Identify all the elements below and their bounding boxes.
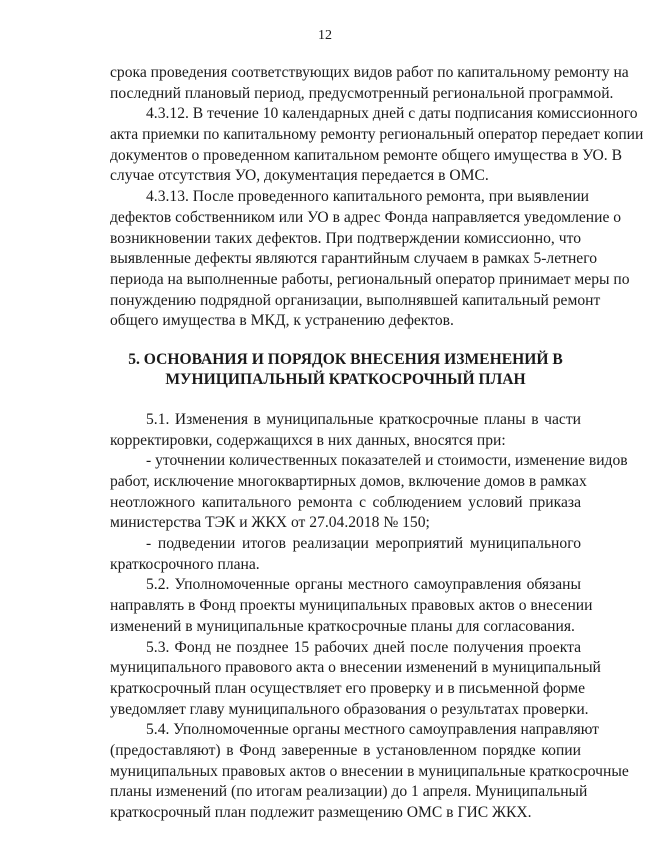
text-line: краткосрочный план подлежит размещению ОМС в ГИС ЖКХ. — [110, 804, 532, 821]
text-line: муниципальных правовых актов о внесении в муниципальные краткосрочные — [110, 762, 629, 780]
paragraph — [110, 638, 601, 721]
text-line: акта приемки по капитальному ремонту региональный оператор передает копии — [110, 126, 644, 144]
paragraph — [110, 187, 630, 332]
text-line: общего имущества в МКД, к устранению дефектов. — [110, 312, 454, 330]
text-line: краткосрочный план осуществляет его проверку и в письменной форме — [110, 679, 586, 697]
text-line: 4.3.12. В течение 10 календарных дней с даты подписания комиссионного — [146, 105, 638, 123]
text-line: периода на выполненные работы, региональный оператор принимает меры по — [110, 270, 630, 288]
text-line: направлять в Фонд проекты муниципальных правовых актов о внесении — [110, 597, 593, 615]
text-line: (предоставляют) в Фонд заверенные в установленном порядке копии — [110, 741, 581, 759]
text-line: изменений в муниципальные краткосрочные планы для согласования. — [110, 617, 575, 635]
text-line: последний плановый период, предусмотренный региональной программой. — [110, 84, 614, 102]
document-body — [110, 63, 644, 824]
heading-line: 5. ОСНОВАНИЯ И ПОРЯДОК ВНЕСЕНИЯ ИЗМЕНЕНИЙ В — [128, 350, 563, 368]
text-line: срока проведения соответствующих видов работ по капитальному ремонту на — [110, 64, 629, 81]
text-line: 5.1. Изменения в муниципальные краткосрочные планы в части — [146, 410, 581, 428]
text-line: возникновении таких дефектов. При подтверждении комиссионно, что — [110, 229, 581, 247]
text-line: корректировки, содержащихся в них данных, вносятся при: — [110, 431, 506, 449]
paragraph — [110, 410, 581, 451]
section-5 — [110, 410, 629, 824]
text-line: случае отсутствия УО, документация передается в ОМС. — [110, 167, 489, 185]
section-heading — [110, 350, 581, 391]
text-line: - уточнении количественных показателей и стоимости, изменение видов — [146, 452, 628, 470]
paragraph — [110, 575, 593, 637]
section-4-continuation — [110, 63, 644, 332]
paragraph — [110, 720, 629, 823]
text-line: понуждению подрядной организации, выполнявшей капитальный ремонт — [110, 291, 601, 309]
text-line: 5.3. Фонд не позднее 15 рабочих дней после получения проекта — [146, 638, 581, 656]
text-line: муниципального правового акта о внесении изменений в муниципальный — [110, 659, 601, 677]
text-line: министерства ТЭК и ЖКХ от 27.04.2018 № 150; — [110, 514, 430, 532]
paragraph — [110, 534, 581, 575]
text-line: 4.3.13. После проведенного капитального ремонта, при выявлении — [146, 188, 590, 206]
paragraph — [110, 104, 644, 187]
text-line: 5.4. Уполномоченные органы местного самоуправления направляют — [146, 721, 600, 739]
text-line: неотложного капитального ремонта с соблюдением условий приказа — [110, 493, 581, 511]
text-line: работ, исключение многоквартирных домов, включение домов в рамках — [110, 473, 587, 490]
paragraph — [110, 451, 628, 534]
text-line: уведомляет главу муниципального образования о результатах проверки. — [110, 700, 589, 718]
text-line: документов о проведенном капитальном ремонте общего имущества в УО. В — [110, 146, 622, 164]
text-line: выявленные дефекты являются гарантийным случаем в рамках 5-летнего — [110, 250, 598, 268]
text-line: дефектов собственником или УО в адрес Фонда направляется уведомление о — [110, 208, 622, 226]
text-line: 5.2. Уполномоченные органы местного самоуправления обязаны — [146, 576, 581, 594]
text-line: - подведении итогов реализации мероприятий муниципального — [146, 535, 581, 553]
paragraph — [110, 63, 629, 104]
text-line: планы изменений (по итогам реализации) до 1 апреля. Муниципальный — [110, 783, 588, 801]
heading-line: МУНИЦИПАЛЬНЫЙ КРАТКОСРОЧНЫЙ ПЛАН — [165, 371, 526, 389]
page-number: 12 — [318, 28, 332, 43]
text-line: краткосрочного плана. — [110, 555, 260, 573]
